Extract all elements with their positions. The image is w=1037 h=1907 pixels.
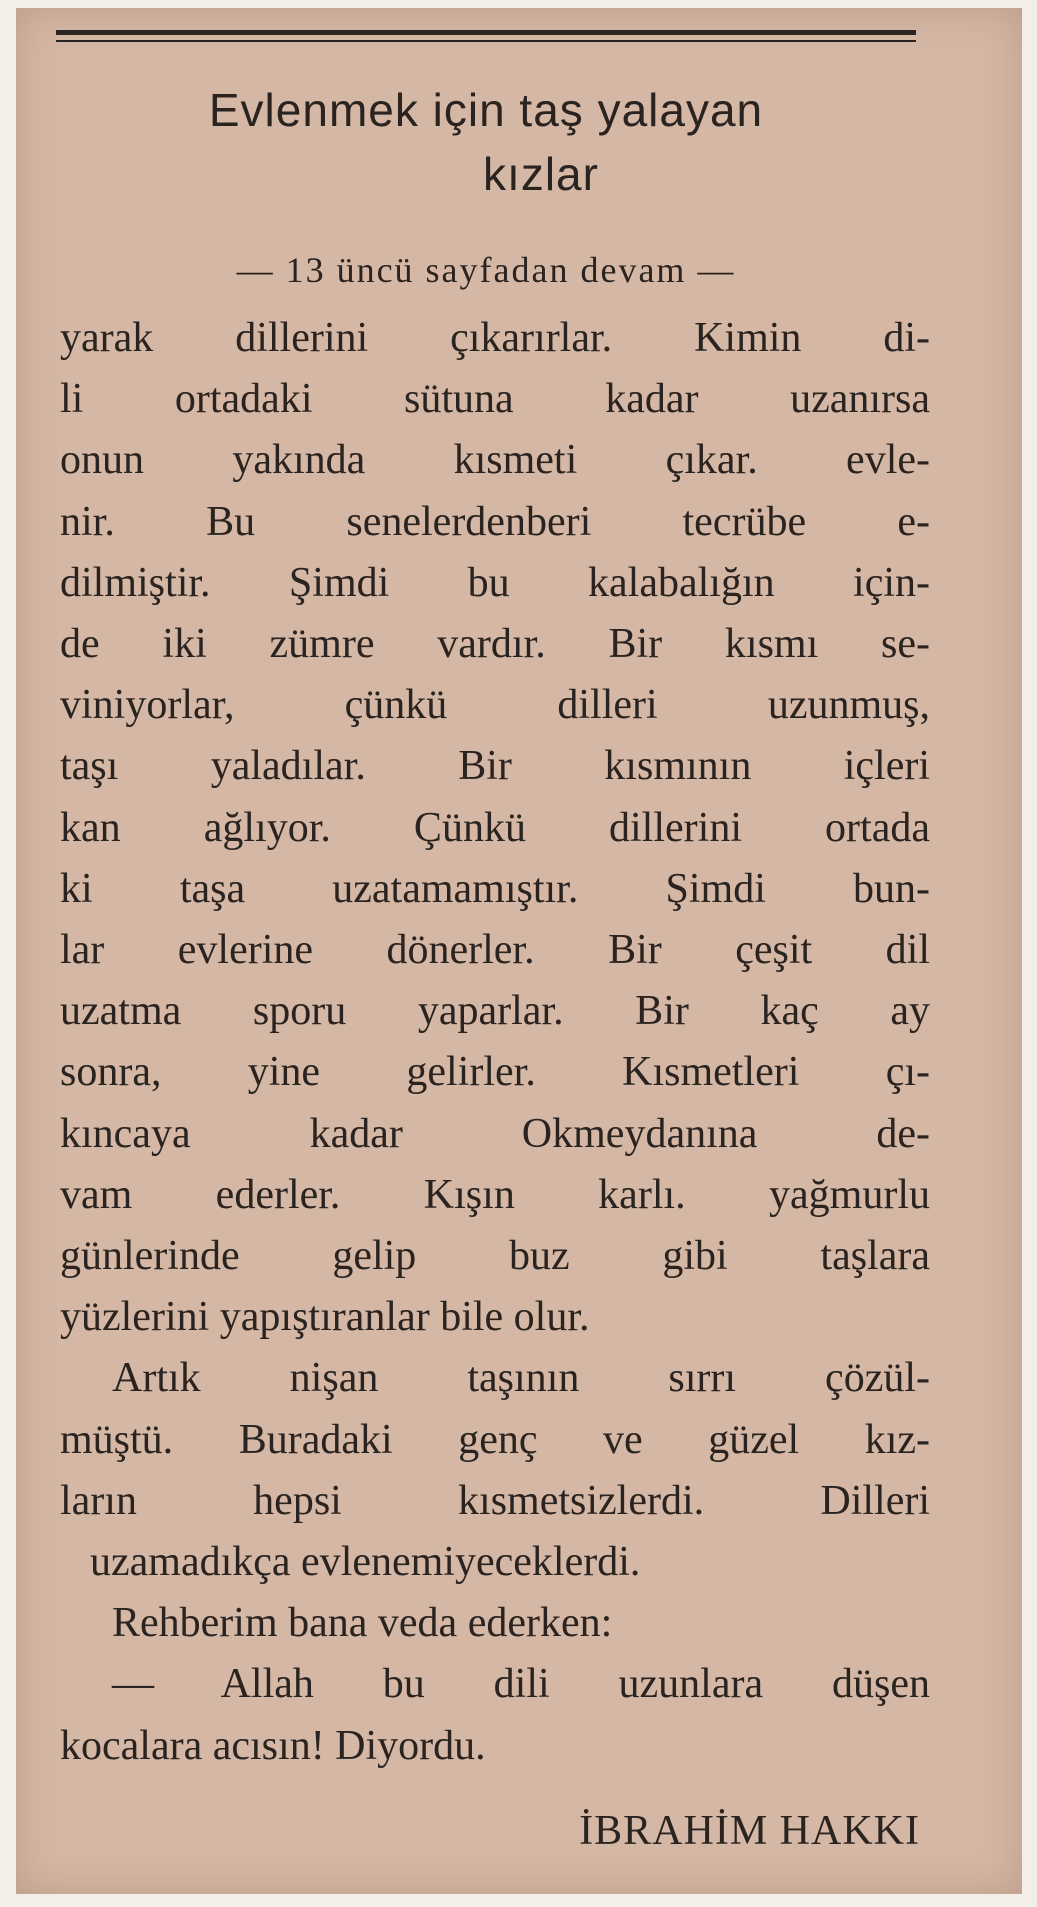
continued-notice: — 13 üncü sayfadan devam — — [236, 250, 736, 290]
body-line: yarak dillerini çıkarırlar. Kimin di- — [60, 315, 930, 361]
body-line: vam ederler. Kışın karlı. yağmurlu — [60, 1171, 930, 1218]
body-line: nir. Bu senelerdenberi tecrübe e- — [60, 498, 930, 545]
top-rule-thin — [56, 40, 916, 42]
article-body — [60, 308, 930, 1777]
newspaper-clipping — [16, 8, 1022, 1894]
body-line: de iki zümre vardır. Bir kısmı se- — [60, 621, 930, 668]
body-line: müştü. Buradaki genç ve güzel kız- — [60, 1416, 930, 1463]
body-line: uzamadıkça evlenemiyeceklerdi. — [90, 1539, 641, 1586]
top-rule — [56, 30, 916, 35]
body-line: kıncaya kadar Okmeydanına de- — [60, 1110, 930, 1157]
body-line: günlerinde gelip buz gibi taşlara — [60, 1233, 930, 1280]
body-line: yüzlerini yapıştıranlar bile olur. — [60, 1294, 590, 1341]
body-line: ların hepsi kısmetsizlerdi. Dilleri — [60, 1477, 930, 1524]
body-line: taşı yaladılar. Bir kısmının içleri — [60, 743, 930, 790]
body-line: ki taşa uzatamamıştır. Şimdi bun- — [60, 865, 930, 912]
body-line: viniyorlar, çünkü dilleri uzunmuş, — [60, 682, 930, 729]
body-line: sonra, yine gelirler. Kısmetleri çı- — [60, 1049, 930, 1096]
body-line: uzatma sporu yaparlar. Bir kaç ay — [60, 988, 930, 1035]
body-line: — Allah bu dili uzunlara düşen — [112, 1661, 930, 1708]
body-line: Rehberim bana veda ederken: — [112, 1600, 613, 1647]
headline-line-2: kızlar — [483, 148, 599, 200]
body-line: dilmiştir. Şimdi bu kalabalığın için- — [60, 559, 930, 606]
body-line: kan ağlıyor. Çünkü dillerini ortada — [60, 804, 930, 851]
body-line: Artık nişan taşının sırrı çözül- — [112, 1355, 930, 1402]
body-line: li ortadaki sütuna kadar uzanırsa — [60, 376, 930, 423]
headline-line-1: Evlenmek için taş yalayan — [208, 84, 764, 136]
body-line: kocalara acısın! Diyordu. — [60, 1722, 486, 1769]
body-line: lar evlerine dönerler. Bir çeşit dil — [60, 927, 930, 974]
headline — [56, 78, 916, 206]
body-line: onun yakında kısmeti çıkar. evle- — [60, 437, 930, 484]
author-signature: İBRAHİM HAKKI — [579, 1808, 920, 1854]
